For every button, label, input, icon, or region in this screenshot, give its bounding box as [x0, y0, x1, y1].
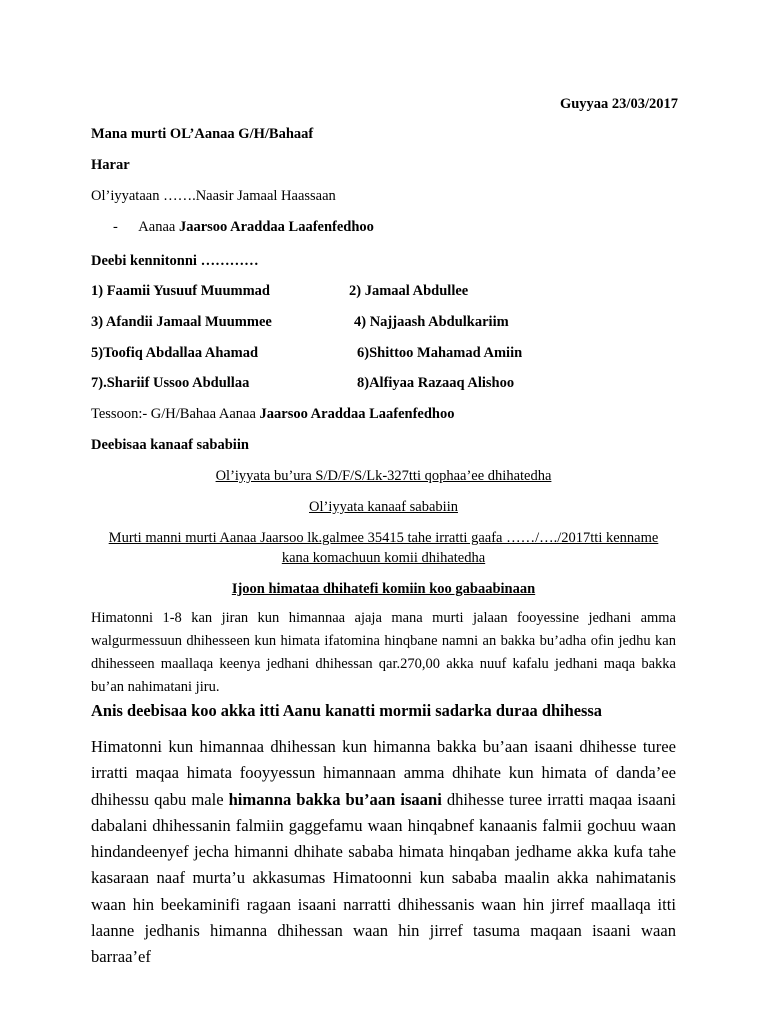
- centered-line: kana komachuun komii dhihatedha: [281, 550, 486, 566]
- respondent-right: 6)Shittoo Mahamad Amiin: [357, 345, 523, 361]
- seat-prefix: Tessoon:- G/H/Bahaa Aanaa: [91, 406, 256, 422]
- bullet-dash: -: [113, 219, 118, 235]
- seat-line: [91, 405, 454, 423]
- centered-line: Ol’iyyata kanaaf sababiin: [309, 499, 458, 515]
- respondent-right: 8)Alfiyaa Razaaq Alishoo: [357, 375, 515, 391]
- paragraph-1: Himatonni 1-8 kan jiran kun himannaa ajaja mana murti jalaan fooyessine jedhani amma walgurmessuun dhihesseen kun himata ifatomina hinqbane namni an bakka bu’adha ofin jedhu kan dhihesseen maallaqa keenya jedhani dhihessan qar.270,00 akka nuuf kafalu jedhani maqa bakka bu’an nahimatani jiru.: [91, 610, 676, 695]
- seat-bold: Jaarsoo Araddaa Laafenfedhoo: [259, 406, 455, 422]
- city: Harar: [91, 157, 130, 173]
- respondent-right: 4) Najjaash Abdulkariim: [354, 314, 509, 330]
- applicant-bullet: [113, 218, 374, 236]
- reply-heading: Deebisaa kanaaf sababiin: [91, 437, 249, 453]
- centered-line: Ol’iyyata bu’ura S/D/F/S/Lk-327tti qophaa’ee dhihatedha: [215, 468, 552, 484]
- addressee: Mana murti OL’Aanaa G/H/Bahaaf: [91, 126, 314, 142]
- bullet-prefix: Aanaa: [138, 219, 176, 235]
- paragraph-2: [91, 734, 676, 971]
- respondent-left: 5)Toofiq Abdallaa Ahamad: [91, 345, 259, 361]
- respondent-right: 2) Jamaal Abdullee: [349, 283, 469, 299]
- respondent-left: 1) Faamii Yusuuf Muummad: [91, 283, 270, 299]
- applicant-line: Ol’iyyataan …….Naasir Jamaal Haassaan: [91, 188, 336, 204]
- paragraph-2-bold: himanna bakka bu’aan isaani: [228, 789, 442, 809]
- bullet-name: Jaarsoo Araddaa Laafenfedhoo: [178, 219, 374, 235]
- centered-line: Murti manni murti Aanaa Jaarsoo lk.galmee 35415 tahe irratti gaafa ……/…./2017tti kenname: [108, 530, 659, 546]
- respondent-left: 3) Afandii Jamaal Muummee: [91, 314, 272, 330]
- respondents-label: Deebi kennitonni …………: [91, 253, 259, 269]
- section-heading: Anis deebisaa koo akka itti Aanu kanatti mormii sadarka duraa dhihessa: [91, 701, 602, 720]
- respondent-left: 7).Shariif Ussoo Abdullaa: [91, 375, 250, 391]
- centered-heading: Ijoon himataa dhihatefi komiin koo gabaabinaan: [231, 581, 536, 597]
- paragraph-2-text-b: dhihesse turee irratti maqaa isaani dabalani dhihessanin falmiin gaggefamu waan hinqabnef kanaanis falmii gochuu waan hindandeenyef jecha himanni dhihate sababa himata hinqaban jedhame akka kufa tahe kasaraan naaf murta’u akkasumas Himatoonni kun sababa maalin akka nahimatanis waan hin beekaminifi ragaan isaani narratti dhihessanis waan hin jirref maallaqa itti laanne jedhanis himanna dhihessan waan hin jirref tasuma maqaan isaani waan barraa’ef: [91, 789, 676, 967]
- paragraph-2-text-a: Himatonni kun himannaa dhihessan kun himanna bakka bu’aan isaani dhihesse turee irratti maqaa himata fooyyessun himannaan amma dhihate kun himata of danda’ee dhihessu qabu male: [91, 737, 676, 809]
- letter-date: Guyyaa 23/03/2017: [559, 96, 678, 112]
